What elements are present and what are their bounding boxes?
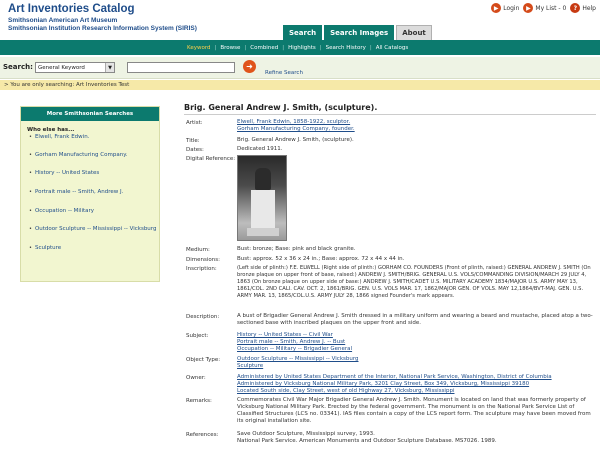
- dates-label: Dates:: [186, 147, 204, 153]
- sidebar-item-label: Gorham Manufacturing Company.: [34, 152, 128, 158]
- references-value: [237, 431, 597, 445]
- bullet-icon: •: [29, 189, 32, 195]
- tab-search[interactable]: Search: [283, 25, 322, 40]
- nav-separator: |: [319, 44, 322, 51]
- description-label: Description:: [186, 314, 220, 320]
- nav-separator: |: [282, 44, 285, 51]
- nav-keyword[interactable]: Keyword: [187, 44, 211, 51]
- description-value: A bust of Brigadier General Andrew J. Smith dressed in a military uniform and wearing a beard and mustache, placed atop a two-sectioned base with inscribed plaques on the upper front and side.: [237, 313, 593, 326]
- photo-base: [247, 228, 279, 236]
- sidebar-item-label: History -- United States: [34, 170, 100, 176]
- nav-highlights[interactable]: Highlights: [288, 44, 316, 51]
- search-type-select[interactable]: [35, 62, 115, 73]
- subject-link-portrait[interactable]: Portrait male -- Smith, Andrew J. -- Bust: [237, 339, 346, 345]
- sculpture-photo[interactable]: [237, 155, 287, 241]
- artist-label: Artist:: [186, 120, 203, 126]
- search-scope-notice: > You are only searching: Art Inventories Test: [0, 80, 600, 90]
- dimensions-value: Bust: approx. 52 x 36 x 24 in.; Base: approx. 72 x 44 x 44 in.: [237, 256, 405, 262]
- main-tabs: [283, 25, 432, 40]
- artist-link-gorham[interactable]: Gorham Manufacturing Company, founder.: [237, 126, 355, 132]
- help-icon: ?: [570, 3, 580, 13]
- sidebar-item-outdoor-sculpture[interactable]: [29, 226, 159, 232]
- subject-value: [237, 332, 597, 353]
- artist-value: [237, 119, 597, 133]
- bullet-icon: •: [29, 245, 32, 251]
- remarks-label: Remarks:: [186, 398, 212, 404]
- nav-separator: |: [214, 44, 217, 51]
- inscription-label: Inscription:: [186, 266, 217, 272]
- medium-label: Medium:: [186, 247, 210, 253]
- medium-value: Bust: bronze; Base: pink and black granite.: [237, 246, 356, 252]
- my-list-link[interactable]: [523, 3, 566, 13]
- reference-item: National Park Service. American Monuments and Outdoor Sculpture Database. MS7026. 1989.: [237, 438, 497, 444]
- bullet-icon: •: [29, 226, 32, 232]
- help-label: Help: [582, 4, 596, 12]
- dimensions-label: Dimensions:: [186, 257, 220, 263]
- inscription-value: (Left side of plinth:) F.E. ELWELL (Right side of plinth:) GORHAM CO. FOUNDERS (Front of plinth, raised:) GENERAL ANDREW J. SMITH (On bronze plaque on upper front of base, raised:) ANDREW J. SMITH/BRIG. GENERAL U.S. VOLS/COMMANDING DIVISION/MARCH 29 JULY 4, 1863 (On bronze plaque on upper side of base:) ANDREW J. SMITH/CADET U.S. MILITARY ACADEMY 1834/MAJOR U.S. ARMY MAY 13, 1861/COL. 2ND CALI. CAV. OCT. 2, 1861/BRIG. GEN. U.S. VOLS MAR. 17, 1862/MAJOR GEN. OF VOLS. MAY 12,1864/BVT-MAJ. GEN. U.S. ARMY MAR. 13, 1865/COL.U.S. ARMY JULY 28, 1866 signed Founder's mark appears.: [237, 265, 591, 299]
- sidebar-item-label: Occupation -- Military: [34, 208, 95, 214]
- tab-about[interactable]: About: [396, 25, 432, 40]
- references-label: References:: [186, 432, 219, 438]
- my-list-label: My List - 0: [535, 4, 567, 12]
- owner-link-location[interactable]: Located South side, Clay Street, west of old Highway 27, Vicksburg, Mississippi: [237, 388, 455, 394]
- remarks-value: Commemorates Civil War Major Brigadier General Andrew J. Smith. Monument is located on land that was formerly property of Vicksburg National Military Park. Erected by the federal government. The monument is on the National Park Service List of Classified Structures (LCS no. 03341). IAS files contain a copy of the LCS report form. The sculpture may have been moved from its original installation site.: [237, 397, 591, 424]
- object-type-label: Object Type:: [186, 357, 221, 363]
- chevron-down-icon: ▼: [105, 63, 114, 72]
- more-searches-list: [21, 134, 159, 251]
- nav-separator: |: [369, 44, 372, 51]
- sidebar-item-sculpture[interactable]: [29, 245, 159, 251]
- record-divider: [184, 114, 596, 115]
- login-label: Login: [503, 4, 520, 12]
- app-subtitle-museum: Smithsonian American Art Museum: [8, 17, 118, 24]
- sidebar-item-gorham[interactable]: [29, 152, 159, 158]
- object-type-link-sculpture[interactable]: Sculpture: [237, 363, 264, 369]
- more-searches-panel: [20, 106, 160, 282]
- object-type-value: [237, 356, 597, 370]
- sidebar-item-label: Elwell, Frank Edwin.: [34, 134, 90, 140]
- sidebar-item-elwell[interactable]: [29, 134, 159, 140]
- app-title[interactable]: Art Inventories Catalog: [8, 3, 135, 15]
- search-type-value: General Keyword: [38, 64, 85, 71]
- sidebar-item-portrait[interactable]: [29, 189, 159, 195]
- dates-value: Dedicated 1911.: [237, 146, 283, 152]
- photo-statue: [255, 168, 271, 190]
- bullet-icon: •: [29, 208, 32, 214]
- sidebar-item-label: Portrait male -- Smith, Andrew J.: [34, 189, 124, 195]
- record-title: Brig. General Andrew J. Smith, (sculpture).: [184, 103, 378, 112]
- owner-label: Owner:: [186, 375, 206, 381]
- digital-reference-label: Digital Reference:: [186, 156, 236, 162]
- search-bar: [0, 57, 600, 79]
- nav-all-catalogs[interactable]: All Catalogs: [375, 44, 409, 51]
- reference-item: Save Outdoor Sculpture, Mississippi survey, 1993.: [237, 431, 375, 437]
- refine-search-link[interactable]: Refine Search: [265, 70, 303, 76]
- subject-label: Subject:: [186, 333, 209, 339]
- artist-link-elwell[interactable]: Elwell, Frank Edwin, 1858-1922, sculptor.: [237, 119, 351, 125]
- nav-browse[interactable]: Browse: [220, 44, 241, 51]
- top-links: [491, 3, 596, 13]
- search-go-button[interactable]: ➜: [243, 60, 256, 73]
- nav-combined[interactable]: Combined: [250, 44, 279, 51]
- subject-link-history[interactable]: History -- United States -- Civil War: [237, 332, 333, 338]
- nav-separator: |: [244, 44, 247, 51]
- sidebar-item-label: Outdoor Sculpture -- Mississippi -- Vicksburg: [34, 226, 157, 232]
- login-link[interactable]: [491, 3, 519, 13]
- sidebar-item-occupation[interactable]: [29, 208, 159, 214]
- more-searches-heading: More Smithsonian Searches: [21, 107, 159, 121]
- search-nav-bar: [0, 40, 600, 55]
- app-subtitle-siris: Smithsonian Institution Research Information System (SIRIS): [8, 25, 197, 32]
- photo-pedestal: [251, 190, 275, 230]
- search-input[interactable]: [127, 62, 235, 73]
- app-header: [0, 0, 600, 40]
- title-label: Title:: [186, 138, 200, 144]
- sidebar-item-history[interactable]: [29, 170, 159, 176]
- who-else-has-heading: Who else has...: [27, 127, 75, 133]
- login-icon: ▶: [491, 3, 501, 13]
- subject-link-occupation[interactable]: Occupation -- Military -- Brigadier General: [237, 346, 353, 352]
- sidebar-item-label: Sculpture: [34, 245, 62, 251]
- help-link[interactable]: [570, 3, 596, 13]
- owner-link-vicksburg-park[interactable]: Administered by Vicksburg National Military Park, 3201 Clay Street, Box 349, Vicksburg, Mississippi 39180: [237, 381, 530, 387]
- bullet-icon: •: [29, 134, 32, 140]
- tab-search-images[interactable]: Search Images: [324, 25, 394, 40]
- owner-link-doi[interactable]: Administered by United States Department of the Interior, National Park Service, Washington, District of Columbia: [237, 374, 552, 380]
- nav-search-history[interactable]: Search History: [325, 44, 366, 51]
- bullet-icon: •: [29, 170, 32, 176]
- search-label: Search:: [3, 63, 33, 71]
- owner-value: [237, 374, 597, 395]
- bullet-icon: •: [29, 152, 32, 158]
- object-type-link-outdoor[interactable]: Outdoor Sculpture -- Mississippi -- Vicksburg: [237, 356, 359, 362]
- title-value: Brig. General Andrew J. Smith, (sculpture).: [237, 137, 354, 143]
- list-icon: ▶: [523, 3, 533, 13]
